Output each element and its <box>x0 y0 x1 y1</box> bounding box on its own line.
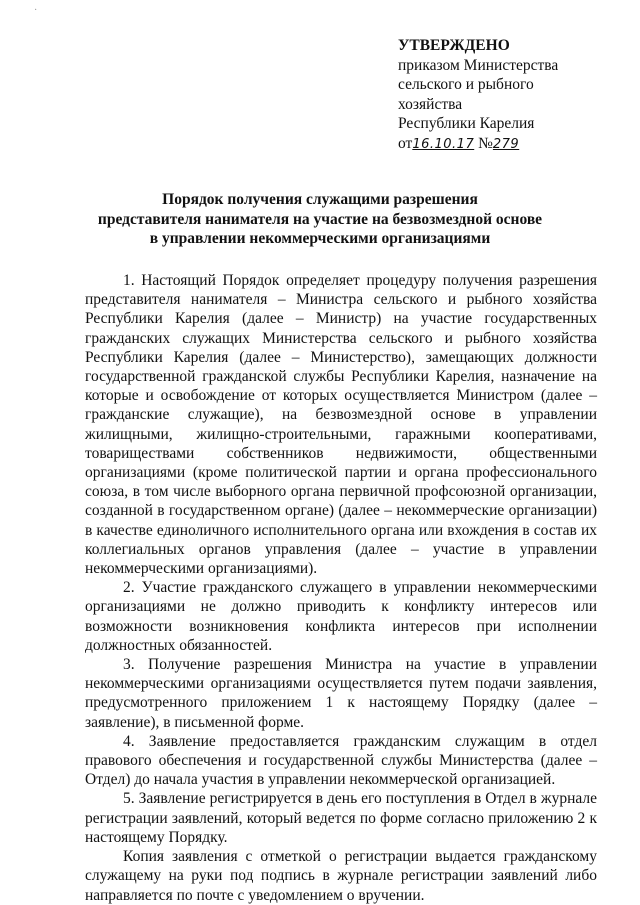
handwritten-number: 279 <box>492 136 520 152</box>
document-body <box>85 271 597 905</box>
approval-line: сельского и рыбного <box>398 76 534 93</box>
handwritten-date: 16.10.17 <box>412 136 475 152</box>
paragraph-6: Копия заявления с отметкой о регистрации выдается гражданскому служащему на руки под подпись в журнале регистрации заявлений либо направляется по почте с уведомлением о вручении. <box>85 848 597 904</box>
title-line: Порядок получения служащими разрешения <box>162 191 478 208</box>
approval-line: хозяйства <box>398 95 463 113</box>
paragraph-4: 4. Заявление предоставляется гражданским служащим в отдел правового обеспечения и государственной службы Министерства (далее – Отдел) до начала участия в управлении некоммерческой организацией. <box>85 732 597 789</box>
approval-line: Республики Карелия <box>398 115 535 132</box>
approval-line: приказом Министерства <box>398 56 559 74</box>
title-line: представителя нанимателя на участие на безвозмездной основе <box>97 210 543 228</box>
date-prefix: от <box>398 134 413 152</box>
paragraph-1: 1. Настоящий Порядок определяет процедуру получения разрешения представителя нанимателя – Министра сельского и рыбного хозяйства Республики Карелия (далее – Министр) на участие государственных гражданских служащих Министерства сельского и рыбного хозяйства Республики Карелия (далее – Министерство), замещающих должности государственной гражданской службы Республики Карелия, назначение на которые и освобождение от которых осуществляется Министром (далее – гражданские служащие), на безвозмездной основе в управлении жилищными, жилищно-строительными, гаражными кооперативами, товариществами собственников недвижимости, общественными организациями (кроме политической партии и органа профессионального союза, в том числе выборного органа первичной профсоюзной организации, созданной в государственном органе) (далее – некоммерческие организации) в качестве единоличного исполнительного органа или вхождения в состав их коллегиальных органов управления (далее – участие в управлении некоммерческими организациями). <box>85 272 597 578</box>
number-prefix: № <box>478 134 493 152</box>
paragraph-3: 3. Получение разрешения Министра на участие в управлении некоммерческими организациями осуществляется путем подачи заявления, предусмотренного приложением 1 к настоящему Порядку (далее – заявление), в письменной форме. <box>85 656 597 731</box>
approval-date-line <box>398 134 618 155</box>
paragraph-2: 2. Участие гражданского служащего в управлении некоммерческими организациями не должно приводить к конфликту интересов или возможности возникновения конфликта интересов при исполнении должностных обязанностей. <box>85 579 597 654</box>
approval-block <box>398 36 618 154</box>
corner-mark: · <box>34 5 38 16</box>
title-line: в управлении некоммерческими организациями <box>149 230 491 247</box>
document-title <box>60 190 580 249</box>
paragraph-5: 5. Заявление регистрируется в день его поступления в Отдел в журнале регистрации заявлений, который ведется по форме согласно приложению 2 к настоящему Порядку. <box>85 790 597 846</box>
approval-stamp: УТВЕРЖДЕНО <box>398 37 510 54</box>
